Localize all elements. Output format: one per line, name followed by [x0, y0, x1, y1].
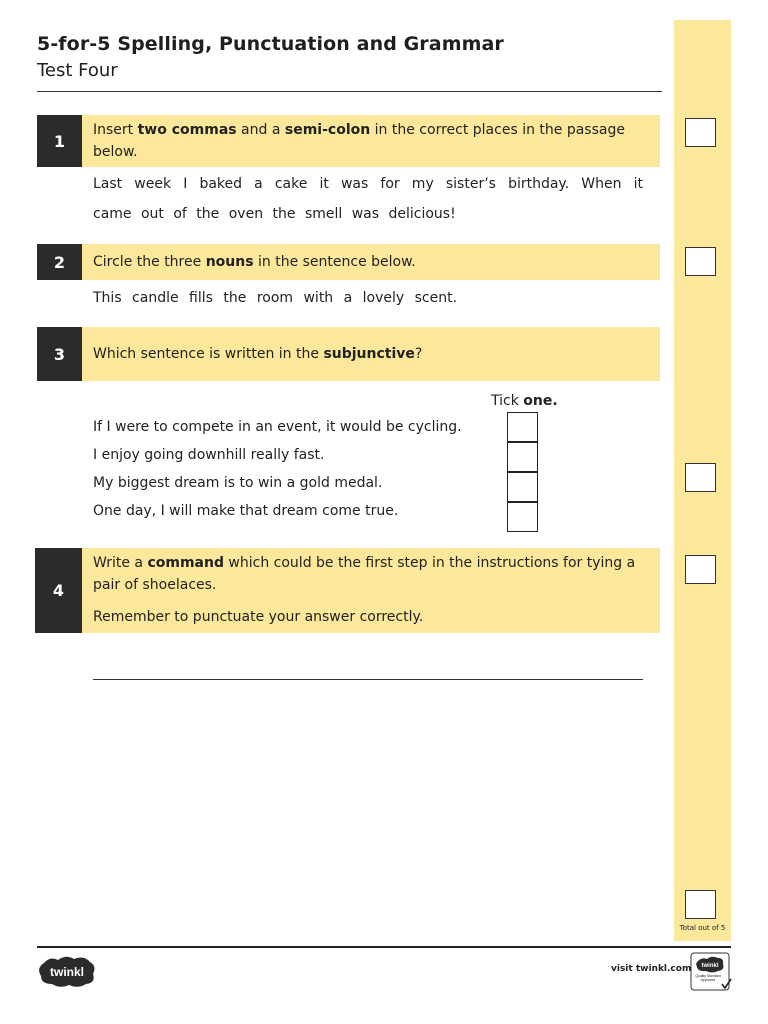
answer-line[interactable]	[93, 679, 643, 680]
question-2-prompt	[82, 244, 660, 280]
prompt-text: in the sentence below.	[253, 254, 416, 270]
tick-emphasis: one.	[523, 393, 558, 409]
prompt-text: Write a	[93, 555, 148, 571]
prompt-text: Circle the three	[93, 254, 206, 270]
prompt-emphasis: nouns	[205, 254, 254, 270]
prompt-emphasis: semi-colon	[284, 122, 371, 138]
question-2-sentence: This candle fills the room with a lovely scent.	[93, 290, 458, 306]
tick-text: Tick	[491, 393, 524, 409]
question-number-1: 1	[37, 115, 82, 167]
mark-box-q1[interactable]	[685, 118, 716, 147]
tick-box-option-3[interactable]	[507, 472, 538, 502]
prompt-text: and a	[236, 122, 285, 138]
question-number-4: 4	[35, 548, 82, 633]
prompt-emphasis: command	[147, 555, 224, 571]
quality-standard-badge	[690, 952, 732, 992]
mark-box-total[interactable]	[685, 890, 716, 919]
tick-box-option-2[interactable]	[507, 442, 538, 472]
logo-text: twinkl	[49, 965, 85, 979]
marks-sidebar	[674, 20, 731, 941]
tick-box-option-4[interactable]	[507, 502, 538, 532]
mark-box-q2[interactable]	[685, 247, 716, 276]
question-3-prompt	[82, 327, 660, 381]
question-number-2: 2	[37, 244, 82, 280]
worksheet-title: 5-for-5 Spelling, Punctuation and Grammar	[37, 33, 504, 55]
footer-divider	[37, 946, 731, 948]
option-3-text: My biggest dream is to win a gold medal.	[93, 475, 383, 491]
prompt-emphasis: subjunctive	[323, 346, 415, 362]
badge-logo-text: twinkl	[701, 963, 719, 969]
twinkl-logo	[36, 953, 98, 989]
question-4-instruction	[93, 552, 650, 596]
badge-caption: Quality Standard Approved	[695, 974, 721, 982]
prompt-text: ?	[414, 346, 423, 362]
option-2-text: I enjoy going downhill really fast.	[93, 447, 325, 463]
mark-box-q4[interactable]	[685, 555, 716, 584]
prompt-text: which could be the first step in the instructions for tying a pair of shoelaces.	[93, 555, 636, 593]
question-1-passage-line-1: Last week I baked a cake it was for my sister’s birthday. When it	[93, 176, 643, 192]
header-divider	[37, 91, 662, 92]
worksheet-subtitle: Test Four	[37, 60, 118, 81]
prompt-text: in the correct places in the passage below.	[93, 122, 625, 160]
prompt-text: Insert	[93, 122, 138, 138]
mark-box-q3[interactable]	[685, 463, 716, 492]
tick-box-option-1[interactable]	[507, 412, 538, 442]
question-4-reminder: Remember to punctuate your answer correctly.	[93, 609, 424, 625]
question-1-prompt	[82, 115, 660, 167]
question-4-prompt	[82, 548, 660, 633]
question-1-passage-line-2: came out of the oven the smell was delicious!	[93, 206, 456, 222]
total-label: Total out of 5	[679, 924, 726, 932]
option-4-text: One day, I will make that dream come true.	[93, 503, 399, 519]
visit-link[interactable]: visit twinkl.com	[611, 964, 692, 974]
prompt-emphasis: two commas	[137, 122, 237, 138]
question-number-3: 3	[37, 327, 82, 381]
option-1-text: If I were to compete in an event, it would be cycling.	[93, 419, 462, 435]
tick-instruction	[491, 393, 558, 409]
prompt-text: Which sentence is written in the	[93, 346, 324, 362]
